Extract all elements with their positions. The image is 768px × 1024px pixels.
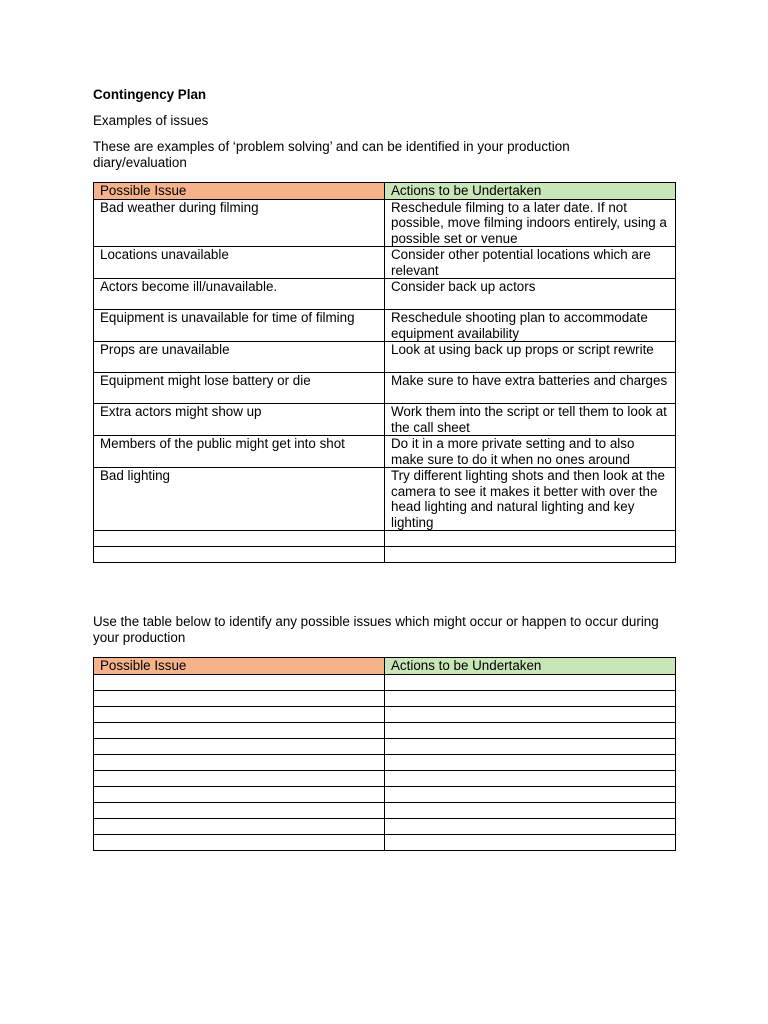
table-row — [94, 754, 676, 770]
action-cell — [385, 547, 676, 563]
table-row — [94, 706, 676, 722]
table-row — [94, 690, 676, 706]
issue-cell: Bad lighting — [94, 468, 385, 531]
action-cell: Do it in a more private setting and to also make sure to do it when no ones around — [385, 436, 676, 468]
action-cell — [385, 818, 676, 834]
issue-cell — [94, 738, 385, 754]
second-intro-paragraph: Use the table below to identify any possible issues which might occur or happen to occur during your production — [93, 614, 659, 645]
issue-cell: Extra actors might show up — [94, 404, 385, 436]
header-possible-issue: Possible Issue — [94, 658, 385, 675]
action-cell — [385, 674, 676, 690]
table-row — [94, 834, 676, 850]
examples-table — [93, 182, 676, 563]
issue-cell: Members of the public might get into shot — [94, 436, 385, 468]
issue-cell — [94, 802, 385, 818]
table-row — [94, 770, 676, 786]
table-row — [94, 199, 676, 247]
action-cell — [385, 722, 676, 738]
blank-issues-table — [93, 657, 676, 851]
action-cell: Make sure to have extra batteries and charges — [385, 373, 676, 404]
action-cell: Consider back up actors — [385, 279, 676, 310]
issue-cell — [94, 690, 385, 706]
action-cell — [385, 754, 676, 770]
issue-cell: Equipment might lose battery or die — [94, 373, 385, 404]
issue-cell — [94, 754, 385, 770]
action-cell — [385, 834, 676, 850]
intro-paragraph: These are examples of ‘problem solving’ and can be identified in your production diary/evaluation — [93, 139, 570, 170]
table-row — [94, 738, 676, 754]
table-row — [94, 818, 676, 834]
table-row — [94, 404, 676, 436]
header-actions: Actions to be Undertaken — [385, 183, 676, 200]
action-cell: Reschedule shooting plan to accommodate equipment availability — [385, 310, 676, 342]
issue-cell — [94, 547, 385, 563]
table-row — [94, 722, 676, 738]
issue-cell: Locations unavailable — [94, 247, 385, 279]
table-row — [94, 342, 676, 373]
issue-cell — [94, 818, 385, 834]
table-row — [94, 373, 676, 404]
table-row — [94, 802, 676, 818]
table-row — [94, 531, 676, 547]
table-row — [94, 547, 676, 563]
action-cell: Work them into the script or tell them to look at the call sheet — [385, 404, 676, 436]
action-cell — [385, 770, 676, 786]
issue-cell: Actors become ill/unavailable. — [94, 279, 385, 310]
action-cell — [385, 531, 676, 547]
table-header-row — [94, 183, 676, 200]
issue-cell — [94, 531, 385, 547]
issue-cell: Equipment is unavailable for time of filming — [94, 310, 385, 342]
document-subtitle: Examples of issues — [93, 113, 209, 128]
table-row — [94, 674, 676, 690]
header-actions: Actions to be Undertaken — [385, 658, 676, 675]
action-cell — [385, 738, 676, 754]
issue-cell — [94, 722, 385, 738]
table-header-row — [94, 658, 676, 675]
document-title: Contingency Plan — [93, 87, 207, 102]
issue-cell: Props are unavailable — [94, 342, 385, 373]
issue-cell — [94, 706, 385, 722]
table-row — [94, 310, 676, 342]
table-row — [94, 279, 676, 310]
table-row — [94, 247, 676, 279]
issue-cell: Bad weather during filming — [94, 199, 385, 247]
action-cell: Look at using back up props or script rewrite — [385, 342, 676, 373]
action-cell — [385, 690, 676, 706]
issue-cell — [94, 770, 385, 786]
action-cell — [385, 786, 676, 802]
table-row — [94, 436, 676, 468]
action-cell — [385, 706, 676, 722]
table-row — [94, 786, 676, 802]
issue-cell — [94, 786, 385, 802]
action-cell — [385, 802, 676, 818]
action-cell: Reschedule filming to a later date. If not possible, move filming indoors entirely, using a possible set or venue — [385, 199, 676, 247]
action-cell: Try different lighting shots and then look at the camera to see it makes it better with over the head lighting and natural lighting and key lighting — [385, 468, 676, 531]
issue-cell — [94, 674, 385, 690]
issue-cell — [94, 834, 385, 850]
action-cell: Consider other potential locations which are relevant — [385, 247, 676, 279]
table-row — [94, 468, 676, 531]
header-possible-issue: Possible Issue — [94, 183, 385, 200]
